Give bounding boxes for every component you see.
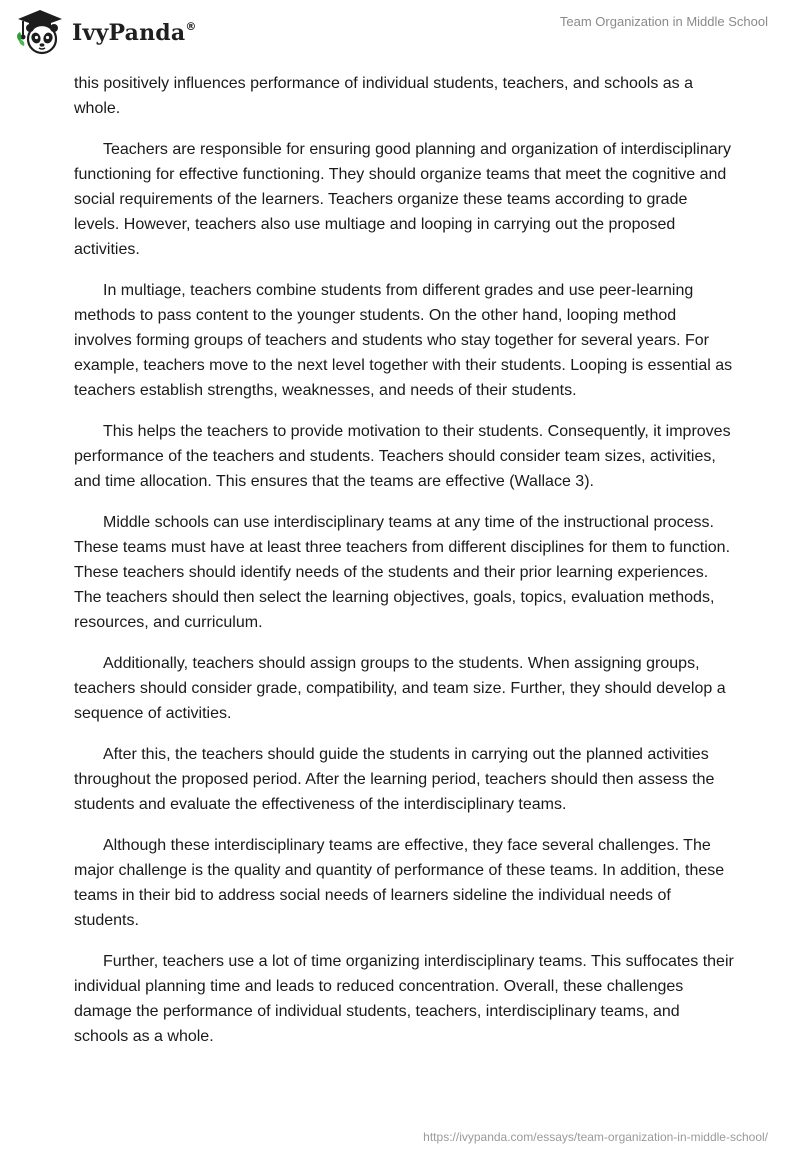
- panda-graduate-icon: [14, 8, 66, 56]
- paragraph: this positively influences performance of individual students, teachers, and schools as a whole.: [74, 75, 694, 117]
- source-url-link[interactable]: https://ivypanda.com/essays/team-organization-in-middle-school/: [423, 1130, 768, 1144]
- paragraph: Additionally, teachers should assign groups to the students. When assigning groups, teachers should consider grade, compatibility, and team size. Further, they should develop a sequence of activities.: [74, 655, 726, 722]
- paragraph: Further, teachers use a lot of time organizing interdisciplinary teams. This suffocates their individual planning time and leads to reduced concentration. Overall, these challenges damage the performance of individual students, teachers, interdisciplinary teams, and schools as a whole.: [74, 953, 734, 1045]
- paragraph: In multiage, teachers combine students from different grades and use peer-learning methods to pass content to the younger students. On the other hand, looping method involves forming groups of teachers and students who stay together for several years. For example, teachers move to the next level together with their students. Looping is essential as teachers establish strengths, weaknesses, and needs of their students.: [74, 282, 733, 399]
- essay-body: [74, 71, 734, 1065]
- registered-mark: ®: [185, 19, 197, 33]
- paragraph: Although these interdisciplinary teams are effective, they face several challenges. The major challenge is the quality and quantity of performance of these teams. In addition, these teams in their bid to address social needs of learners sideline the individual needs of students.: [74, 837, 725, 929]
- paragraph: This helps the teachers to provide motivation to their students. Consequently, it improves performance of the teachers and students. Teachers should consider team sizes, activities, and time allocation. This ensures that the teams are effective (Wallace 3).: [74, 423, 731, 490]
- paragraph: After this, the teachers should guide the students in carrying out the planned activities throughout the proposed period. After the learning period, teachers should then assess the students and evaluate the effectiveness of the interdisciplinary teams.: [74, 746, 715, 813]
- paragraph: Teachers are responsible for ensuring good planning and organization of interdisciplinary functioning for effective functioning. They should organize teams that meet the cognitive and social requirements of the learners. Teachers organize these teams according to grade levels. However, teachers also use multiage and looping in carrying out the proposed activities.: [74, 141, 731, 258]
- page-header: [0, 0, 800, 70]
- paragraph: Middle schools can use interdisciplinary teams at any time of the instructional process. These teams must have at least three teachers from different disciplines for them to function. These teachers should identify needs of the students and their prior learning experiences. The teachers should then select the learning objectives, goals, topics, evaluation methods, resources, and curriculum.: [74, 514, 731, 631]
- ivypanda-logo[interactable]: [14, 8, 197, 56]
- brand-name: [72, 20, 197, 46]
- document-title: Team Organization in Middle School: [559, 14, 768, 29]
- brand-name-text: IvyPanda: [72, 20, 186, 46]
